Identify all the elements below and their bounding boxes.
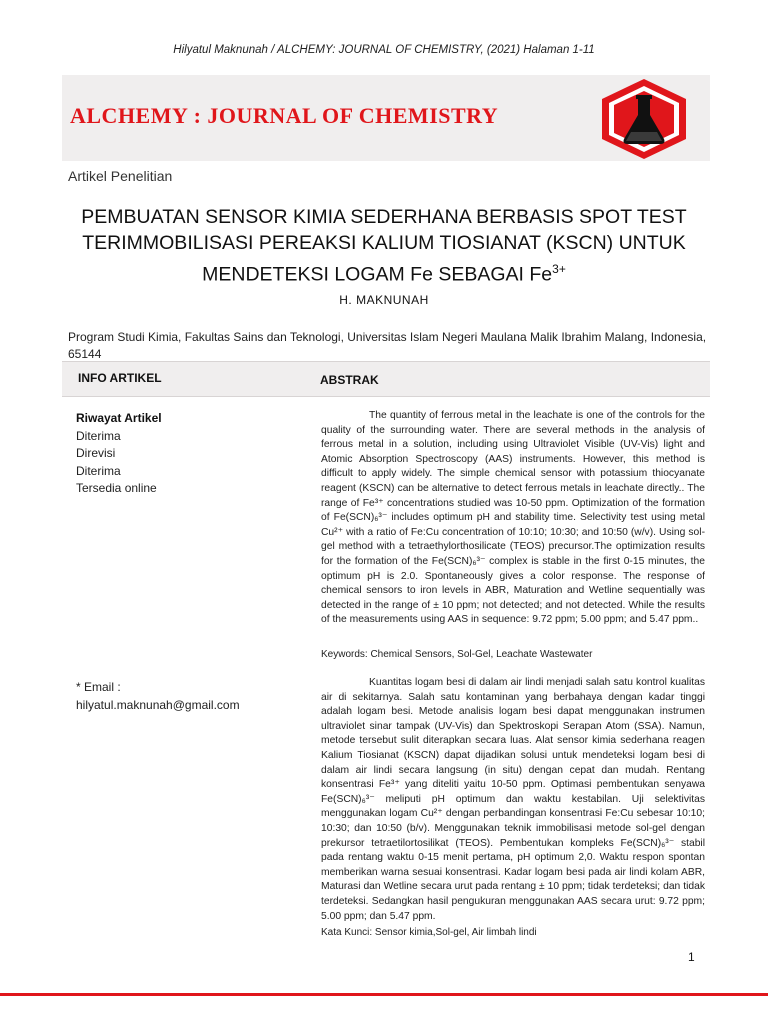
history-heading: Riwayat Artikel bbox=[76, 411, 162, 425]
journal-banner bbox=[62, 75, 710, 161]
journal-name: ALCHEMY : JOURNAL OF CHEMISTRY bbox=[70, 103, 499, 128]
section-header-bar bbox=[62, 361, 710, 397]
title-line-3: MENDETEKSI LOGAM Fe SEBAGAI $Fe^{3+}$ bbox=[202, 262, 566, 286]
running-header: Hilyatul Maknunah / ALCHEMY: JOURNAL OF CHEMISTRY, (2021) Halaman 1-11 bbox=[173, 44, 595, 56]
history-item-revised: Direvisi bbox=[76, 446, 116, 460]
email-address[interactable]: hilyatul.maknunah@gmail.com bbox=[76, 697, 240, 712]
footer-divider bbox=[0, 993, 768, 996]
abstract-english: The quantity of ferrous metal in the leachate is one of the controls for the quality of the surrounding water. There are several methods in the analysis of ferrous metal in a solution, including using Ultraviolet Visible (UV-Vis) light and Atomic Absorption Spectroscopy (AAS) instruments. However, this method is difficult to apply widely. The simple chemical sensor with potassium thiocyanate reagent (KSCN) can be alternative to detect ferrous metals in leachate directly.. The range of Fe³⁺ concentrations studied was 10-50 ppm. Optimization of the formation of Fe(SCN)₆³⁻ includes optimum pH and stability time. Selectivity test using metal Cu²⁺ with a ratio of Fe:Cu concentration of 10:10; 10:30; and 10:50 (w/v). Using sol-gel method with a tetraethylorthosilicate (TEOS) precursor.The optimization results for the formation of the Fe(SCN)₆³⁻ complex is stable in the first 0-15 minutes, the optimum pH is 2.0. Spontaneously gives a color response. The response of chemical sensors to iron levels in ABR, Maturation and Wetline sequentially was detected in the range of ± 10 ppm; not detected; and not detected. While the results of the measurements using AAS in sequence: 9.72 ppm; 5.00 ppm; and 5.47 ppm.. bbox=[321, 410, 705, 626]
email-label: * Email : bbox=[76, 680, 121, 694]
history-item-accepted: Diterima bbox=[76, 463, 121, 478]
paper-title bbox=[64, 204, 704, 288]
info-heading: INFO ARTIKEL bbox=[78, 371, 162, 385]
contact-info bbox=[76, 679, 296, 714]
page-number: 1 bbox=[688, 950, 695, 964]
abstract-heading: ABSTRAK bbox=[320, 373, 379, 387]
title-line-1: PEMBUATAN SENSOR KIMIA SEDERHANA BERBASIS SPOT TEST bbox=[81, 206, 687, 228]
flask-in-hexagon-icon bbox=[596, 77, 692, 161]
abstract-indonesian: Kuantitas logam besi di dalam air lindi menjadi salah satu kontrol kualitas air di sekitarnya. Salah satu kontaminan yang berbahaya dengan kadar tinggi adalah logam besi. Metode analisis logam besi dapat menggunakan instrumen ultraviolet sinar tampak (UV-Vis) dan Spektroskopi Serapan Atom (SSA). Namun, metode tersebut sulit diterapkan secara luas. Alat sensor kimia sederhana reagen Kalium Tiosianat (KSCN) dapat dijadikan solusi untuk mendeteksi logam besi di dalam air lindi secara langsung (in situ) dengan cepat dan mudah. Rentang konsentrasi Fe³⁺ yang diteliti yaitu 10-50 ppm. Optimasi pembentukan senyawa Fe(SCN)₆³⁻ meliputi pH optimum dan waktu kestabilan. Uji selektivitas menggunakan logam Cu²⁺ dengan perbandingan konsentrasi Fe:Cu sebesar 10:10; 10:30; dan 10:50 (b/v). Menggunakan teknik immobilisasi metode sol-gel dengan prekursor tetraetilortosilikat (TEOS). Pembentukan kompleks Fe(SCN)₆³⁻ stabil pada rentang waktu 0-15 menit pertama, pH optimum 2,0. Waktu respon spontan memberikan warna sesuai konsentrasi. Kadar logam besi pada air lindi kolam ABR, Maturasi dan Wetline secara urut pada rentang ± 10 ppm; tidak terdeteksi; dan tidak terdeteksi. Sedangkan hasil pengukuran menggunakan AAS secara urut: 9.72 ppm; 5.00 ppm; dan 5.47 ppm. bbox=[321, 677, 705, 922]
title-superscript: 3+ bbox=[552, 262, 566, 276]
article-type: Artikel Penelitian bbox=[68, 168, 173, 184]
keywords-english: Keywords: Chemical Sensors, Sol-Gel, Leachate Wastewater bbox=[321, 649, 593, 660]
history-item-online: Tersedia online bbox=[76, 481, 157, 495]
title-line-2: TERIMMOBILISASI PEREAKSI KALIUM TIOSIANAT (KSCN) UNTUK bbox=[82, 232, 686, 254]
history-item-received: Diterima bbox=[76, 428, 121, 443]
author-name: H. MAKNUNAH bbox=[339, 293, 429, 307]
keywords-indonesian: Kata Kunci: Sensor kimia,Sol-gel, Air limbah lindi bbox=[321, 927, 537, 938]
article-history bbox=[76, 410, 296, 498]
affiliation: Program Studi Kimia, Fakultas Sains dan Teknologi, Universitas Islam Negeri Maulana Malik Ibrahim Malang, Indonesia, 65144 bbox=[68, 330, 707, 361]
